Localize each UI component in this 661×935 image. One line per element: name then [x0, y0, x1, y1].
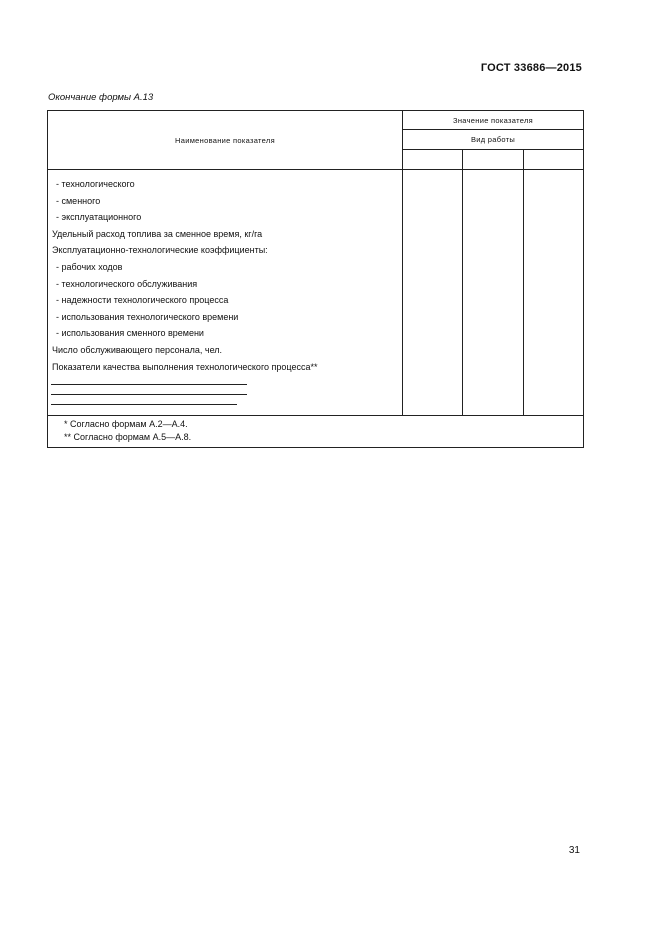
footnote-2: ** Согласно формам А.5—А.8.	[64, 432, 192, 443]
value-cell-1	[403, 170, 463, 416]
column-header-indicator-value: Значение показателя	[403, 111, 584, 130]
row-staff-count: Число обслуживающего персонала, чел.	[52, 344, 223, 355]
form-caption: Окончание формы А.13	[48, 92, 154, 103]
row-technological-service: - технологического обслуживания	[56, 278, 198, 289]
row-technological-time-usage: - использования технологического времени	[56, 311, 239, 322]
indicator-names-cell	[48, 170, 403, 416]
document-code: ГОСТ 33686—2015	[480, 62, 582, 74]
row-operational: - эксплуатационного	[56, 212, 142, 223]
row-process-reliability: - надежности технологического процесса	[56, 295, 229, 306]
row-shift-time-usage: - использования сменного времени	[56, 328, 204, 339]
column-header-indicator-name: Наименование показателя	[48, 111, 403, 170]
blank-fill-line-1	[51, 375, 247, 385]
row-shift: - сменного	[56, 195, 101, 206]
value-cell-2	[463, 170, 524, 416]
row-coefficients-heading: Эксплуатационно-технологические коэффициенты:	[52, 245, 268, 256]
row-quality-indicators: Показатели качества выполнения технологического процесса**	[52, 361, 318, 372]
column-header-work-type: Вид работы	[403, 130, 584, 150]
value-cell-3	[524, 170, 584, 416]
footnotes-cell	[48, 416, 584, 448]
footnote-1: * Согласно формам А.2—А.4.	[64, 419, 188, 430]
work-type-cell-3	[524, 150, 584, 170]
blank-fill-line-3	[51, 395, 237, 405]
work-type-cell-2	[463, 150, 524, 170]
row-fuel-consumption: Удельный расход топлива за сменное время, кг/га	[52, 228, 263, 239]
blank-fill-line-2	[51, 385, 247, 395]
page-number: 31	[568, 845, 580, 856]
indicator-table	[47, 110, 584, 448]
work-type-cell-1	[403, 150, 463, 170]
row-working-passes: - рабочих ходов	[56, 261, 123, 272]
row-technological: - технологического	[56, 179, 135, 189]
